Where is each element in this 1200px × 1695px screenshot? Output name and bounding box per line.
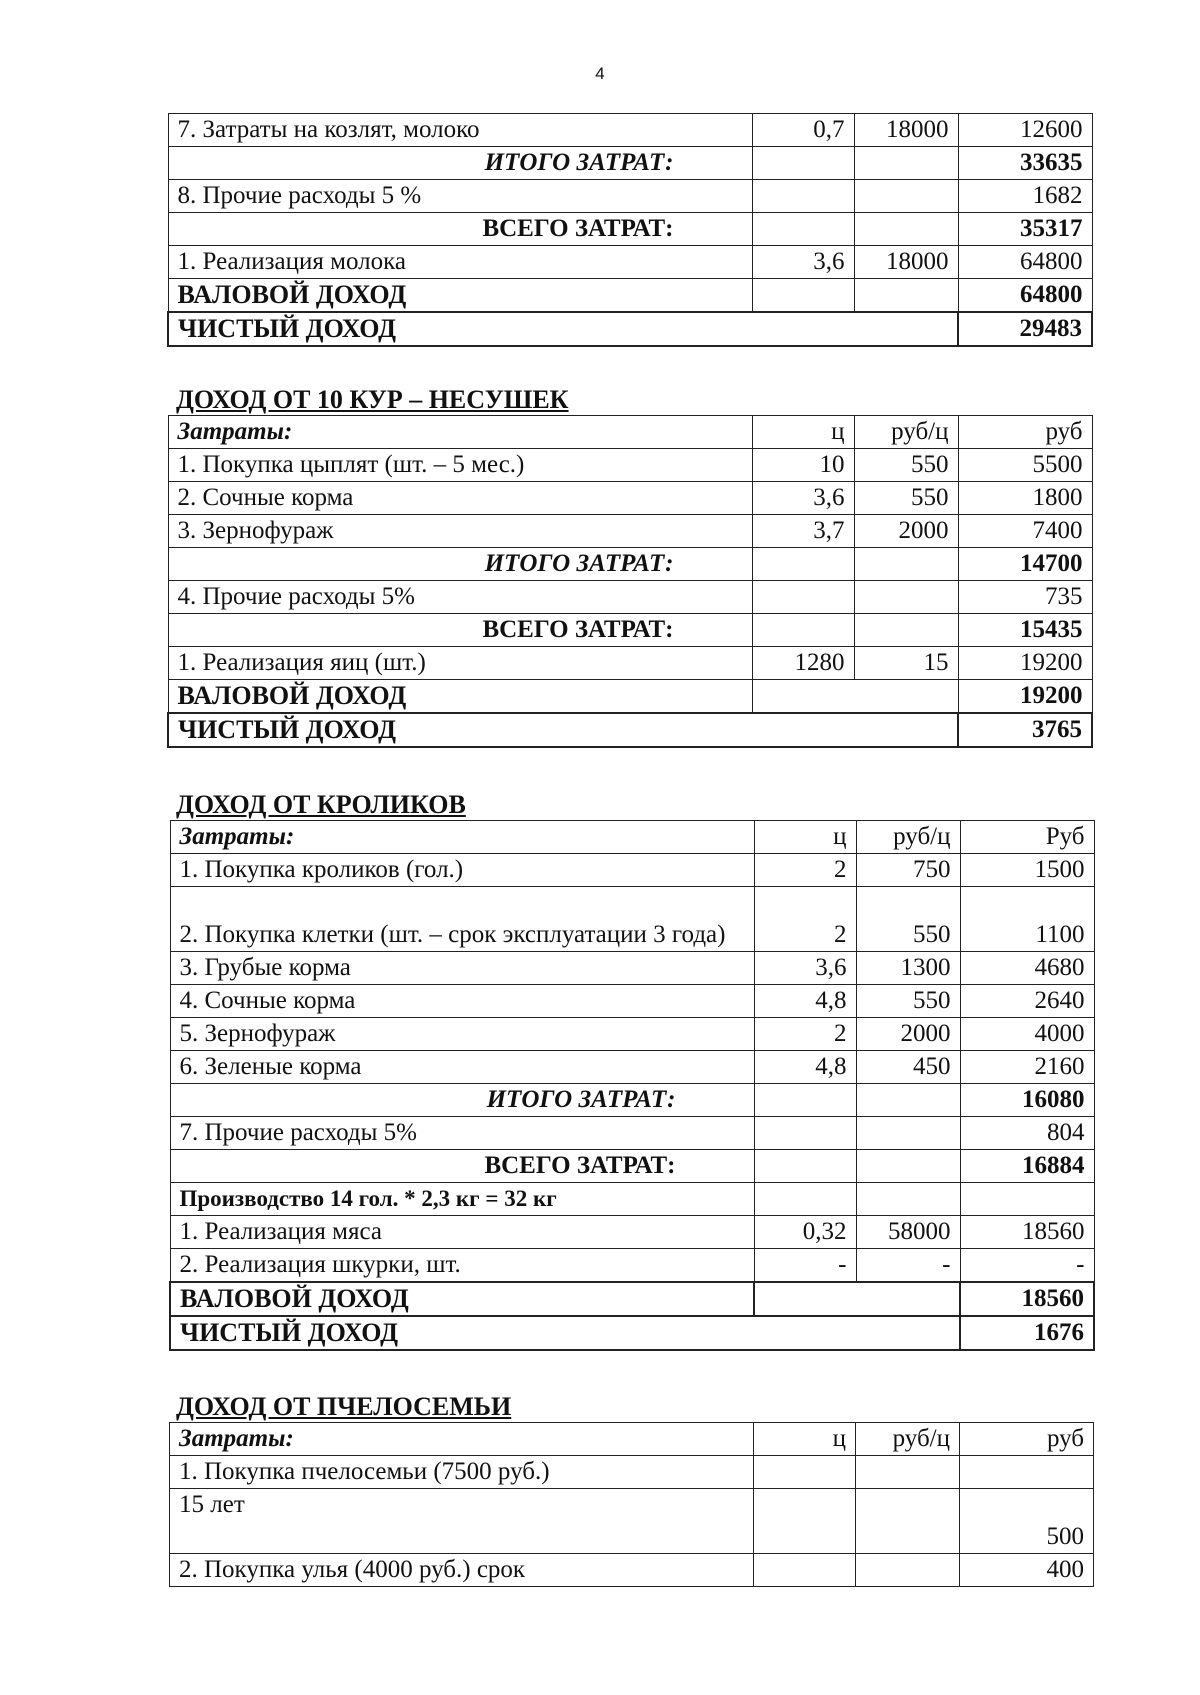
quantity-cell: 3,6 <box>752 482 854 515</box>
row-label: 2. Покупка улья (4000 руб.) срок <box>170 1554 754 1587</box>
net-income-label: ЧИСТЫЙ ДОХОД <box>170 1316 960 1350</box>
net-income-row <box>168 312 1092 346</box>
net-income-label: ЧИСТЫЙ ДОХОД <box>168 713 958 747</box>
sum-cell: 1100 <box>960 887 1094 952</box>
total-label: ВСЕГО ЗАТРАТ: <box>168 213 752 246</box>
row-label: 1. Покупка пчелосемьи (7500 руб.) <box>170 1456 754 1489</box>
sum-cell: 18560 <box>960 1216 1094 1249</box>
net-income-row <box>168 713 1092 747</box>
empty-cell <box>754 1117 856 1150</box>
gross-income-row <box>168 680 1092 714</box>
table-row <box>168 515 1092 548</box>
sum-cell: 2160 <box>960 1051 1094 1084</box>
sum-header: руб <box>958 416 1092 449</box>
other-expenses-row <box>168 180 1092 213</box>
expenses-header: Затраты: <box>168 416 752 449</box>
empty-cell <box>752 213 854 246</box>
net-income-row <box>170 1316 1094 1350</box>
other-expenses-label: 7. Прочие расходы 5% <box>170 1117 754 1150</box>
row-label: 3. Грубые корма <box>170 952 754 985</box>
gross-income-row <box>168 279 1092 313</box>
sum-header: Руб <box>960 821 1094 854</box>
sales-row <box>170 1249 1094 1283</box>
sum-cell: 4680 <box>960 952 1094 985</box>
quantity-cell: 2 <box>754 887 856 952</box>
other-expenses-value: 735 <box>958 581 1092 614</box>
price-cell <box>856 1489 960 1554</box>
subtotal-row <box>168 147 1092 180</box>
empty-cell <box>752 614 854 647</box>
empty-cell <box>754 1282 960 1316</box>
net-income-value: 3765 <box>958 713 1092 747</box>
production-label: Производство 14 гол. * 2,3 кг = 32 кг <box>170 1183 754 1216</box>
subtotal-row <box>170 1084 1094 1117</box>
total-label: ВСЕГО ЗАТРАТ: <box>168 614 752 647</box>
table-row <box>168 114 1092 147</box>
price-cell: 450 <box>856 1051 960 1084</box>
gross-income-value: 64800 <box>958 279 1092 313</box>
table-row <box>168 482 1092 515</box>
table-row <box>170 1554 1094 1587</box>
price-cell: 2000 <box>856 1018 960 1051</box>
other-expenses-value: 1682 <box>958 180 1092 213</box>
bees-income-table <box>169 1422 1094 1587</box>
row-label: 1. Покупка кроликов (гол.) <box>170 854 754 887</box>
net-income-value: 29483 <box>958 312 1092 346</box>
sum-cell: 4000 <box>960 1018 1094 1051</box>
sum-cell: 12600 <box>958 114 1092 147</box>
unit-header: ц <box>754 1423 856 1456</box>
price-cell: 550 <box>854 449 958 482</box>
empty-cell <box>854 213 958 246</box>
quantity-cell: - <box>754 1249 856 1283</box>
quantity-cell <box>754 1554 856 1587</box>
table-row <box>170 1489 1094 1554</box>
sum-cell: 2640 <box>960 985 1094 1018</box>
empty-cell <box>854 548 958 581</box>
row-label: 2. Сочные корма <box>168 482 752 515</box>
subtotal-value: 33635 <box>958 147 1092 180</box>
empty-cell <box>754 1084 856 1117</box>
sum-cell: 19200 <box>958 647 1092 680</box>
price-cell: 550 <box>856 887 960 952</box>
empty-cell <box>854 279 958 313</box>
empty-cell <box>854 180 958 213</box>
sum-cell: 7400 <box>958 515 1092 548</box>
price-cell: 1300 <box>856 952 960 985</box>
sum-cell: 5500 <box>958 449 1092 482</box>
other-expenses-value: 804 <box>960 1117 1094 1150</box>
empty-cell <box>856 1084 960 1117</box>
rabbits-income-table <box>169 820 1095 1351</box>
quantity-cell: 3,6 <box>754 952 856 985</box>
table-header-row <box>170 1423 1094 1456</box>
quantity-cell: 2 <box>754 854 856 887</box>
sum-cell: - <box>960 1249 1094 1283</box>
empty-cell <box>854 147 958 180</box>
price-cell: 2000 <box>854 515 958 548</box>
total-row <box>168 614 1092 647</box>
quantity-cell: 0,32 <box>754 1216 856 1249</box>
unit-header: ц <box>754 821 856 854</box>
sum-cell: 400 <box>960 1554 1094 1587</box>
other-expenses-row <box>170 1117 1094 1150</box>
quantity-cell: 3,7 <box>752 515 854 548</box>
row-label: 4. Сочные корма <box>170 985 754 1018</box>
row-label: 2. Реализация шкурки, шт. <box>170 1249 754 1283</box>
price-cell <box>856 1456 960 1489</box>
sum-cell: 64800 <box>958 246 1092 279</box>
quantity-cell: 4,8 <box>754 1051 856 1084</box>
total-value: 35317 <box>958 213 1092 246</box>
gross-income-label: ВАЛОВОЙ ДОХОД <box>168 680 752 714</box>
empty-cell <box>752 581 854 614</box>
sum-cell: 1800 <box>958 482 1092 515</box>
quantity-cell <box>754 1456 856 1489</box>
empty-cell <box>856 1150 960 1183</box>
unit-header: ц <box>752 416 854 449</box>
row-label: 5. Зернофураж <box>170 1018 754 1051</box>
subtotal-label: ИТОГО ЗАТРАТ: <box>168 548 752 581</box>
empty-cell <box>856 1117 960 1150</box>
total-row <box>168 213 1092 246</box>
goats-income-table-continued <box>167 113 1093 347</box>
hens-income-table <box>167 415 1093 748</box>
price-header: руб/ц <box>856 1423 960 1456</box>
other-expenses-row <box>168 581 1092 614</box>
row-label: 1. Реализация яиц (шт.) <box>168 647 752 680</box>
table-row <box>170 985 1094 1018</box>
empty-cell <box>856 1183 960 1216</box>
empty-cell <box>754 1150 856 1183</box>
price-cell: - <box>856 1249 960 1283</box>
sales-row <box>168 647 1092 680</box>
quantity-cell <box>754 1489 856 1554</box>
subtotal-label: ИТОГО ЗАТРАТ: <box>168 147 752 180</box>
subtotal-label: ИТОГО ЗАТРАТ: <box>170 1084 754 1117</box>
expenses-header: Затраты: <box>170 821 754 854</box>
quantity-cell: 2 <box>754 1018 856 1051</box>
price-cell: 550 <box>854 482 958 515</box>
total-value: 15435 <box>958 614 1092 647</box>
price-cell <box>856 1554 960 1587</box>
table-header-row <box>170 821 1094 854</box>
row-label: 3. Зернофураж <box>168 515 752 548</box>
row-label: 1. Реализация мяса <box>170 1216 754 1249</box>
table-row <box>170 887 1094 952</box>
row-label: 6. Зеленые корма <box>170 1051 754 1084</box>
row-label: 15 лет <box>170 1489 754 1554</box>
gross-income-row <box>170 1282 1094 1316</box>
row-label: 7. Затраты на козлят, молоко <box>168 114 752 147</box>
row-label: 1. Покупка цыплят (шт. – 5 мес.) <box>168 449 752 482</box>
price-cell: 18000 <box>854 114 958 147</box>
hens-section-title: ДОХОД ОТ 10 КУР – НЕСУШЕК <box>176 385 569 414</box>
page-number: 4 <box>595 64 605 83</box>
table-row <box>170 1051 1094 1084</box>
sum-cell: 500 <box>960 1489 1094 1554</box>
table-row <box>168 449 1092 482</box>
total-row <box>170 1150 1094 1183</box>
price-cell: 15 <box>854 647 958 680</box>
quantity-cell: 1280 <box>752 647 854 680</box>
table-row <box>170 1456 1094 1489</box>
subtotal-row <box>168 548 1092 581</box>
empty-cell <box>752 548 854 581</box>
other-expenses-label: 4. Прочие расходы 5% <box>168 581 752 614</box>
row-label: 2. Покупка клетки (шт. – срок эксплуатации 3 года) <box>170 887 754 952</box>
quantity-cell: 3,6 <box>752 246 854 279</box>
empty-cell <box>854 581 958 614</box>
gross-income-label: ВАЛОВОЙ ДОХОД <box>170 1282 754 1316</box>
price-header: руб/ц <box>854 416 958 449</box>
table-row <box>170 1018 1094 1051</box>
rabbits-section-title: ДОХОД ОТ КРОЛИКОВ <box>176 790 466 819</box>
price-cell: 550 <box>856 985 960 1018</box>
total-value: 16884 <box>960 1150 1094 1183</box>
expenses-header: Затраты: <box>170 1423 754 1456</box>
gross-income-value: 19200 <box>958 680 1092 714</box>
empty-cell <box>752 180 854 213</box>
quantity-cell: 4,8 <box>754 985 856 1018</box>
net-income-value: 1676 <box>960 1316 1094 1350</box>
gross-income-label: ВАЛОВОЙ ДОХОД <box>168 279 752 313</box>
empty-cell <box>752 279 854 313</box>
table-row <box>170 854 1094 887</box>
empty-cell <box>754 1183 856 1216</box>
total-label: ВСЕГО ЗАТРАТ: <box>170 1150 754 1183</box>
table-row <box>170 952 1094 985</box>
sales-row <box>168 246 1092 279</box>
bees-section-title: ДОХОД ОТ ПЧЕЛОСЕМЬИ <box>176 1392 512 1421</box>
sales-row <box>170 1216 1094 1249</box>
sum-cell <box>960 1456 1094 1489</box>
other-expenses-label: 8. Прочие расходы 5 % <box>168 180 752 213</box>
net-income-label: ЧИСТЫЙ ДОХОД <box>168 312 958 346</box>
price-cell: 750 <box>856 854 960 887</box>
quantity-cell: 0,7 <box>752 114 854 147</box>
empty-cell <box>960 1183 1094 1216</box>
sum-cell: 1500 <box>960 854 1094 887</box>
subtotal-value: 16080 <box>960 1084 1094 1117</box>
row-label: 1. Реализация молока <box>168 246 752 279</box>
gross-income-value: 18560 <box>960 1282 1094 1316</box>
subtotal-value: 14700 <box>958 548 1092 581</box>
price-cell: 58000 <box>856 1216 960 1249</box>
sum-header: руб <box>960 1423 1094 1456</box>
production-row <box>170 1183 1094 1216</box>
price-header: руб/ц <box>856 821 960 854</box>
quantity-cell: 10 <box>752 449 854 482</box>
price-cell: 18000 <box>854 246 958 279</box>
table-header-row <box>168 416 1092 449</box>
empty-cell <box>854 614 958 647</box>
empty-cell <box>752 147 854 180</box>
empty-cell <box>752 680 958 714</box>
